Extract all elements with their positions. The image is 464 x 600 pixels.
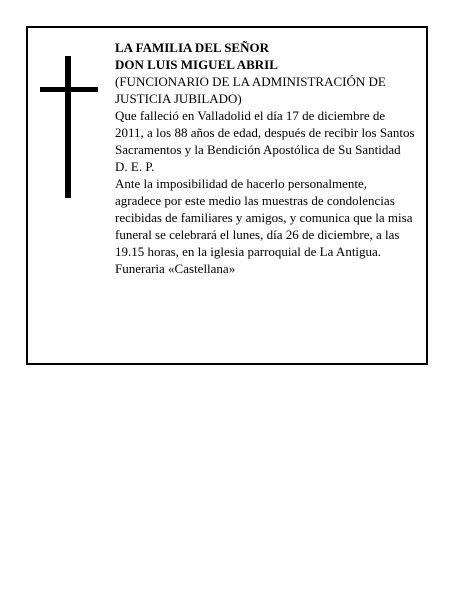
heading-deceased-name: DON LUIS MIGUEL ABRIL <box>115 57 278 72</box>
cross-vertical-bar <box>65 56 71 198</box>
deceased-title: (FUNCIONARIO DE LA ADMINISTRACIÓN DE JUSTICIA JUBILADO) <box>115 74 386 106</box>
death-announcement: Que falleció en Valladolid el día 17 de diciembre de 2011, a los 88 años de edad, después de recibir los Santos Sacramentos y la Bendición Apostólica de Su Santidad <box>115 108 415 157</box>
funeral-home: Funeraria «Castellana» <box>115 261 236 276</box>
cross-horizontal-bar <box>40 87 98 92</box>
rest-in-peace: D. E. P. <box>115 159 155 174</box>
cross-icon <box>40 56 98 198</box>
obituary-notice <box>26 26 428 365</box>
notice-body <box>115 39 415 277</box>
funeral-announcement: Ante la imposibilidad de hacerlo personalmente, agradece por este medio las muestras de condolencias recibidas de familiares y amigos, y comunica que la misa funeral se celebrará el lunes, día 26 de diciembre, a las 19.15 horas, en la iglesia parroquial de La Antigua. <box>115 176 413 259</box>
heading-family: LA FAMILIA DEL SEÑOR <box>115 40 269 55</box>
